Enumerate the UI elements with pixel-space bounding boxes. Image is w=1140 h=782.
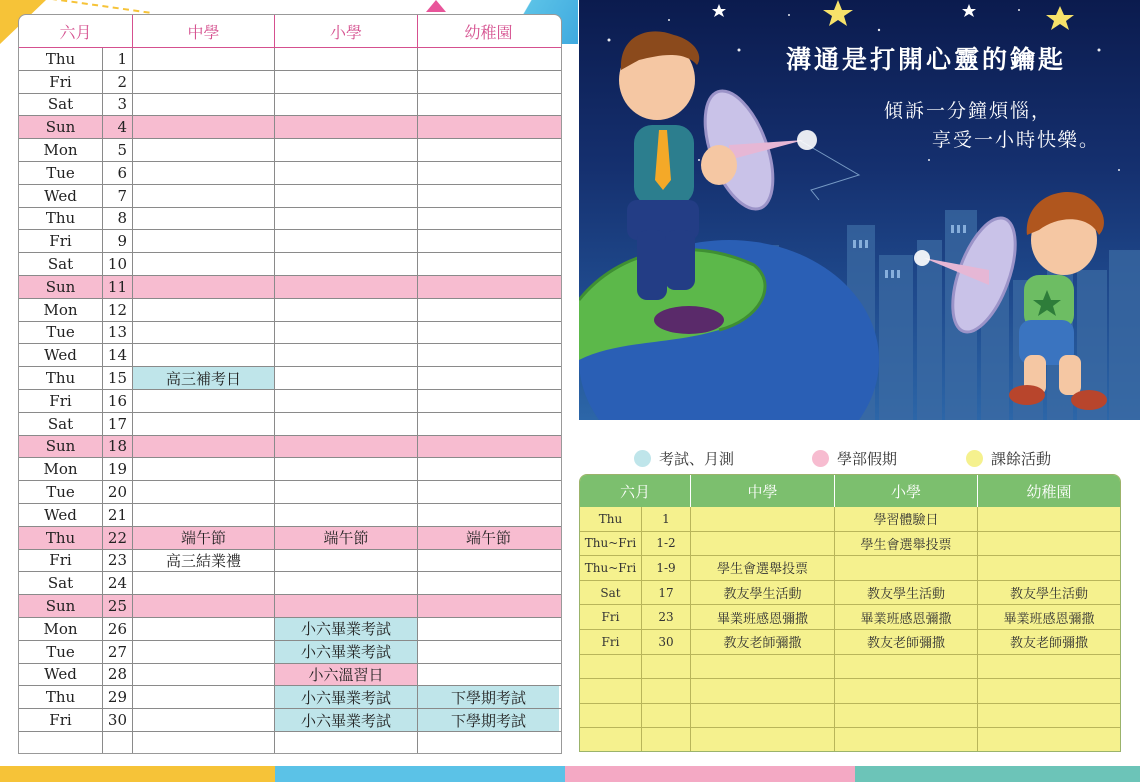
act-primary-cell [835, 704, 978, 728]
act-secondary-cell [691, 532, 835, 556]
date-cell: 30 [103, 709, 133, 731]
date-cell: 21 [103, 504, 133, 526]
primary-cell [275, 253, 418, 275]
day-cell: Sun [19, 116, 103, 138]
calendar-row [19, 572, 561, 595]
activity-row [580, 581, 1120, 606]
activity-row [580, 704, 1120, 729]
act-day-cell [580, 679, 642, 703]
secondary-cell [133, 253, 275, 275]
calendar-row [19, 618, 561, 641]
act-kindergarten-cell [978, 556, 1120, 580]
primary-cell [275, 116, 418, 138]
act-primary-cell: 教友學生活動 [835, 581, 978, 605]
act-kindergarten-cell [978, 507, 1120, 531]
act-primary-cell [835, 556, 978, 580]
calendar-row [19, 322, 561, 345]
primary-cell [275, 436, 418, 458]
date-cell: 24 [103, 572, 133, 594]
date-cell: 17 [103, 413, 133, 435]
day-cell: Fri [19, 71, 103, 93]
kindergarten-cell [418, 664, 559, 686]
calendar-row [19, 230, 561, 253]
day-cell: Fri [19, 709, 103, 731]
calendar-row [19, 664, 561, 687]
date-cell: 14 [103, 344, 133, 366]
primary-cell [275, 208, 418, 230]
primary-cell [275, 367, 418, 389]
primary-cell [275, 595, 418, 617]
primary-cell [275, 344, 418, 366]
primary-cell: 小六畢業考試 [275, 618, 418, 640]
act-secondary-cell: 教友老師彌撒 [691, 630, 835, 654]
calendar-row [19, 276, 561, 299]
act-kindergarten-cell [978, 655, 1120, 679]
calendar-row [19, 185, 561, 208]
act-day-cell: Thu~Fri [580, 532, 642, 556]
date-cell: 1 [103, 48, 133, 70]
day-cell: Thu [19, 367, 103, 389]
primary-cell [275, 299, 418, 321]
date-cell: 2 [103, 71, 133, 93]
day-cell: Thu [19, 208, 103, 230]
act-primary-cell: 教友老師彌撒 [835, 630, 978, 654]
date-cell [103, 732, 133, 754]
act-date-cell: 17 [642, 581, 691, 605]
primary-cell [275, 504, 418, 526]
secondary-cell [133, 436, 275, 458]
date-cell: 12 [103, 299, 133, 321]
act-kindergarten-cell: 教友學生活動 [1009, 587, 1088, 603]
act-header-kindergarten: 幼稚園 [1026, 482, 1072, 501]
primary-cell: 小六畢業考試 [275, 686, 418, 708]
exam-color-dot [634, 450, 651, 467]
date-cell: 5 [103, 139, 133, 161]
activity-row [580, 605, 1120, 630]
primary-cell [275, 185, 418, 207]
activity-row [580, 556, 1120, 581]
header-secondary: 中學 [133, 15, 275, 47]
kindergarten-cell: 下學期考試 [418, 709, 559, 731]
day-cell: Thu [19, 527, 103, 549]
activities-table [579, 474, 1121, 752]
activities-header [580, 475, 1120, 507]
day-cell: Thu [19, 48, 103, 70]
secondary-cell [133, 139, 275, 161]
day-cell: Fri [19, 230, 103, 252]
act-kindergarten-cell [978, 704, 1120, 728]
kindergarten-cell [418, 208, 559, 230]
act-primary-cell [835, 655, 978, 679]
secondary-cell [133, 344, 275, 366]
secondary-cell [133, 572, 275, 594]
activity-row [580, 630, 1120, 655]
kindergarten-cell [418, 253, 559, 275]
day-cell: Tue [19, 641, 103, 663]
act-primary-cell [835, 728, 978, 752]
legend-exam [634, 448, 734, 469]
act-date-cell: 1 [642, 507, 691, 531]
date-cell: 3 [103, 94, 133, 116]
header-primary: 小學 [275, 15, 418, 47]
act-day-cell [580, 728, 642, 752]
act-day-cell: Fri [580, 605, 642, 629]
day-cell: Thu [19, 686, 103, 708]
date-cell: 26 [103, 618, 133, 640]
date-cell: 22 [103, 527, 133, 549]
calendar-row [19, 71, 561, 94]
secondary-cell: 高三補考日 [133, 367, 275, 389]
calendar-row [19, 367, 561, 390]
holiday-color-dot [812, 450, 829, 467]
kindergarten-cell [418, 230, 559, 252]
day-cell: Sun [19, 276, 103, 298]
primary-cell [275, 139, 418, 161]
act-primary-cell [835, 679, 978, 703]
primary-cell [275, 390, 418, 412]
activity-row [580, 532, 1120, 557]
date-cell: 16 [103, 390, 133, 412]
day-cell: Tue [19, 162, 103, 184]
secondary-cell [133, 458, 275, 480]
act-day-cell [580, 704, 642, 728]
primary-cell [275, 322, 418, 344]
kindergarten-cell [418, 299, 559, 321]
calendar-row [19, 436, 561, 459]
act-date-cell [642, 704, 691, 728]
secondary-cell [133, 664, 275, 686]
kindergarten-cell [418, 162, 559, 184]
act-secondary-cell: 教友學生活動 [691, 581, 835, 605]
kindergarten-cell [418, 458, 559, 480]
kindergarten-cell [418, 276, 559, 298]
calendar-row [19, 595, 561, 618]
act-date-cell: 1-2 [642, 532, 691, 556]
kindergarten-cell [418, 413, 559, 435]
secondary-cell [133, 299, 275, 321]
calendar-row [19, 116, 561, 139]
kindergarten-cell [418, 550, 559, 572]
day-cell: Wed [19, 664, 103, 686]
secondary-cell [133, 595, 275, 617]
calendar-row [19, 253, 561, 276]
secondary-cell [133, 116, 275, 138]
primary-cell [275, 94, 418, 116]
day-cell: Sat [19, 253, 103, 275]
day-cell: Mon [19, 299, 103, 321]
kindergarten-cell [418, 572, 559, 594]
act-day-cell: Sat [580, 581, 642, 605]
calendar-row [19, 48, 561, 71]
act-date-cell: 30 [642, 630, 691, 654]
day-cell: Fri [19, 390, 103, 412]
primary-cell [275, 458, 418, 480]
calendar-body [19, 48, 561, 754]
secondary-cell [133, 618, 275, 640]
day-cell: Wed [19, 185, 103, 207]
header-month: 六月 [19, 15, 133, 47]
primary-cell [275, 276, 418, 298]
act-header-secondary: 中學 [691, 475, 835, 507]
calendar-row [19, 413, 561, 436]
secondary-cell: 高三結業禮 [133, 550, 275, 572]
kindergarten-cell [418, 94, 559, 116]
date-cell: 4 [103, 116, 133, 138]
act-day-cell: Fri [580, 630, 642, 654]
date-cell: 8 [103, 208, 133, 230]
secondary-cell [133, 71, 275, 93]
day-cell: Sat [19, 572, 103, 594]
legend-activity-label: 課餘活動 [991, 450, 1052, 468]
slogan-line-1: 傾訴一分鐘煩惱， [884, 100, 1053, 122]
day-cell: Sat [19, 94, 103, 116]
kindergarten-cell [418, 504, 559, 526]
calendar-row [19, 299, 561, 322]
header-kindergarten: 幼稚園 [464, 22, 513, 42]
date-cell: 15 [103, 367, 133, 389]
legend-holiday-label: 學部假期 [837, 450, 898, 468]
calendar-row [19, 162, 561, 185]
act-day-cell: Thu [580, 507, 642, 531]
strip-blue [275, 766, 565, 782]
legend-activity [966, 448, 1051, 469]
day-cell [19, 732, 103, 754]
corner-decoration-pink [426, 0, 446, 12]
calendar-header [19, 15, 561, 48]
secondary-cell [133, 504, 275, 526]
calendar-row [19, 641, 561, 664]
kindergarten-cell [418, 139, 559, 161]
date-cell: 9 [103, 230, 133, 252]
primary-cell: 小六畢業考試 [275, 641, 418, 663]
date-cell: 28 [103, 664, 133, 686]
day-cell: Fri [19, 550, 103, 572]
kindergarten-cell [418, 116, 559, 138]
secondary-cell [133, 230, 275, 252]
legend-exam-label: 考試、月測 [659, 450, 735, 468]
activity-row [580, 507, 1120, 532]
activity-row [580, 679, 1120, 704]
secondary-cell [133, 709, 275, 731]
primary-cell [275, 162, 418, 184]
kindergarten-cell: 下學期考試 [418, 686, 559, 708]
date-cell: 23 [103, 550, 133, 572]
act-primary-cell: 學習體驗日 [835, 507, 978, 531]
kindergarten-cell [418, 322, 559, 344]
kindergarten-cell [418, 344, 559, 366]
calendar-row [19, 481, 561, 504]
act-secondary-cell [691, 507, 835, 531]
secondary-cell [133, 185, 275, 207]
day-cell: Wed [19, 344, 103, 366]
strip-teal [855, 766, 1140, 782]
calendar-row [19, 504, 561, 527]
act-kindergarten-cell [978, 728, 1120, 752]
day-cell: Mon [19, 618, 103, 640]
day-cell: Sun [19, 595, 103, 617]
kindergarten-cell [418, 641, 559, 663]
calendar-row [19, 527, 561, 550]
kindergarten-cell [418, 71, 559, 93]
primary-cell [275, 732, 418, 754]
secondary-cell [133, 413, 275, 435]
act-header-month: 六月 [580, 475, 691, 507]
date-cell: 10 [103, 253, 133, 275]
day-cell: Mon [19, 139, 103, 161]
calendar-row [19, 550, 561, 573]
slogan-title: 溝通是打開心靈的鑰匙 [786, 45, 1067, 74]
primary-cell [275, 230, 418, 252]
act-secondary-cell [691, 728, 835, 752]
secondary-cell [133, 732, 275, 754]
kindergarten-cell [418, 390, 559, 412]
calendar-row [19, 390, 561, 413]
act-secondary-cell [691, 655, 835, 679]
activity-row [580, 728, 1120, 752]
secondary-cell [133, 390, 275, 412]
act-secondary-cell: 畢業班感恩彌撒 [691, 605, 835, 629]
kindergarten-cell [418, 595, 559, 617]
calendar-row [19, 344, 561, 367]
date-cell: 13 [103, 322, 133, 344]
primary-cell: 端午節 [275, 527, 418, 549]
day-cell: Sat [19, 413, 103, 435]
strip-pink [565, 766, 855, 782]
act-secondary-cell [691, 679, 835, 703]
secondary-cell [133, 162, 275, 184]
secondary-cell [133, 641, 275, 663]
primary-cell [275, 71, 418, 93]
act-secondary-cell [691, 704, 835, 728]
act-header-primary: 小學 [835, 475, 978, 507]
date-cell: 19 [103, 458, 133, 480]
day-cell: Sun [19, 436, 103, 458]
secondary-cell [133, 94, 275, 116]
kindergarten-cell [418, 732, 559, 754]
primary-cell [275, 572, 418, 594]
calendar-row [19, 94, 561, 117]
date-cell: 11 [103, 276, 133, 298]
act-day-cell [580, 655, 642, 679]
activity-row [580, 655, 1120, 680]
date-cell: 20 [103, 481, 133, 503]
kindergarten-cell [418, 481, 559, 503]
kindergarten-cell: 端午節 [465, 529, 511, 548]
date-cell: 18 [103, 436, 133, 458]
act-kindergarten-cell [978, 532, 1120, 556]
secondary-cell [133, 481, 275, 503]
calendar-row [19, 709, 561, 732]
day-cell: Mon [19, 458, 103, 480]
primary-cell [275, 413, 418, 435]
strip-yellow [0, 766, 275, 782]
act-day-cell: Thu~Fri [580, 556, 642, 580]
secondary-cell [133, 686, 275, 708]
primary-cell: 小六溫習日 [275, 664, 418, 686]
act-date-cell: 1-9 [642, 556, 691, 580]
day-cell: Tue [19, 481, 103, 503]
kindergarten-cell [418, 618, 559, 640]
primary-cell [275, 481, 418, 503]
date-cell: 7 [103, 185, 133, 207]
secondary-cell [133, 208, 275, 230]
bottom-color-strip [0, 766, 1140, 782]
primary-cell [275, 550, 418, 572]
act-kindergarten-cell: 畢業班感恩彌撒 [1003, 611, 1095, 627]
kindergarten-cell [418, 185, 559, 207]
secondary-cell [133, 48, 275, 70]
day-cell: Tue [19, 322, 103, 344]
secondary-cell [133, 276, 275, 298]
date-cell: 27 [103, 641, 133, 663]
act-date-cell [642, 728, 691, 752]
legend-holiday [812, 448, 897, 469]
calendar-row [19, 686, 561, 709]
calendar-row [19, 208, 561, 231]
secondary-cell [133, 322, 275, 344]
act-kindergarten-cell: 教友老師彌撒 [1009, 636, 1088, 652]
june-calendar-table [18, 14, 562, 754]
slogan-line-2: 享受一小時快樂。 [932, 129, 1101, 151]
calendar-row [19, 732, 561, 754]
date-cell: 25 [103, 595, 133, 617]
date-cell: 6 [103, 162, 133, 184]
act-kindergarten-cell [978, 679, 1120, 703]
act-primary-cell: 學生會選舉投票 [835, 532, 978, 556]
kindergarten-cell [418, 367, 559, 389]
act-date-cell [642, 679, 691, 703]
secondary-cell: 端午節 [133, 527, 275, 549]
day-cell: Wed [19, 504, 103, 526]
date-cell: 29 [103, 686, 133, 708]
activities-body [580, 507, 1120, 752]
calendar-row [19, 139, 561, 162]
primary-cell [275, 48, 418, 70]
kindergarten-cell [418, 48, 559, 70]
activity-color-dot [966, 450, 983, 467]
act-primary-cell: 畢業班感恩彌撒 [835, 605, 978, 629]
act-secondary-cell: 學生會選舉投票 [691, 556, 835, 580]
act-date-cell [642, 655, 691, 679]
calendar-row [19, 458, 561, 481]
primary-cell: 小六畢業考試 [275, 709, 418, 731]
kindergarten-cell [418, 436, 559, 458]
act-date-cell: 23 [642, 605, 691, 629]
